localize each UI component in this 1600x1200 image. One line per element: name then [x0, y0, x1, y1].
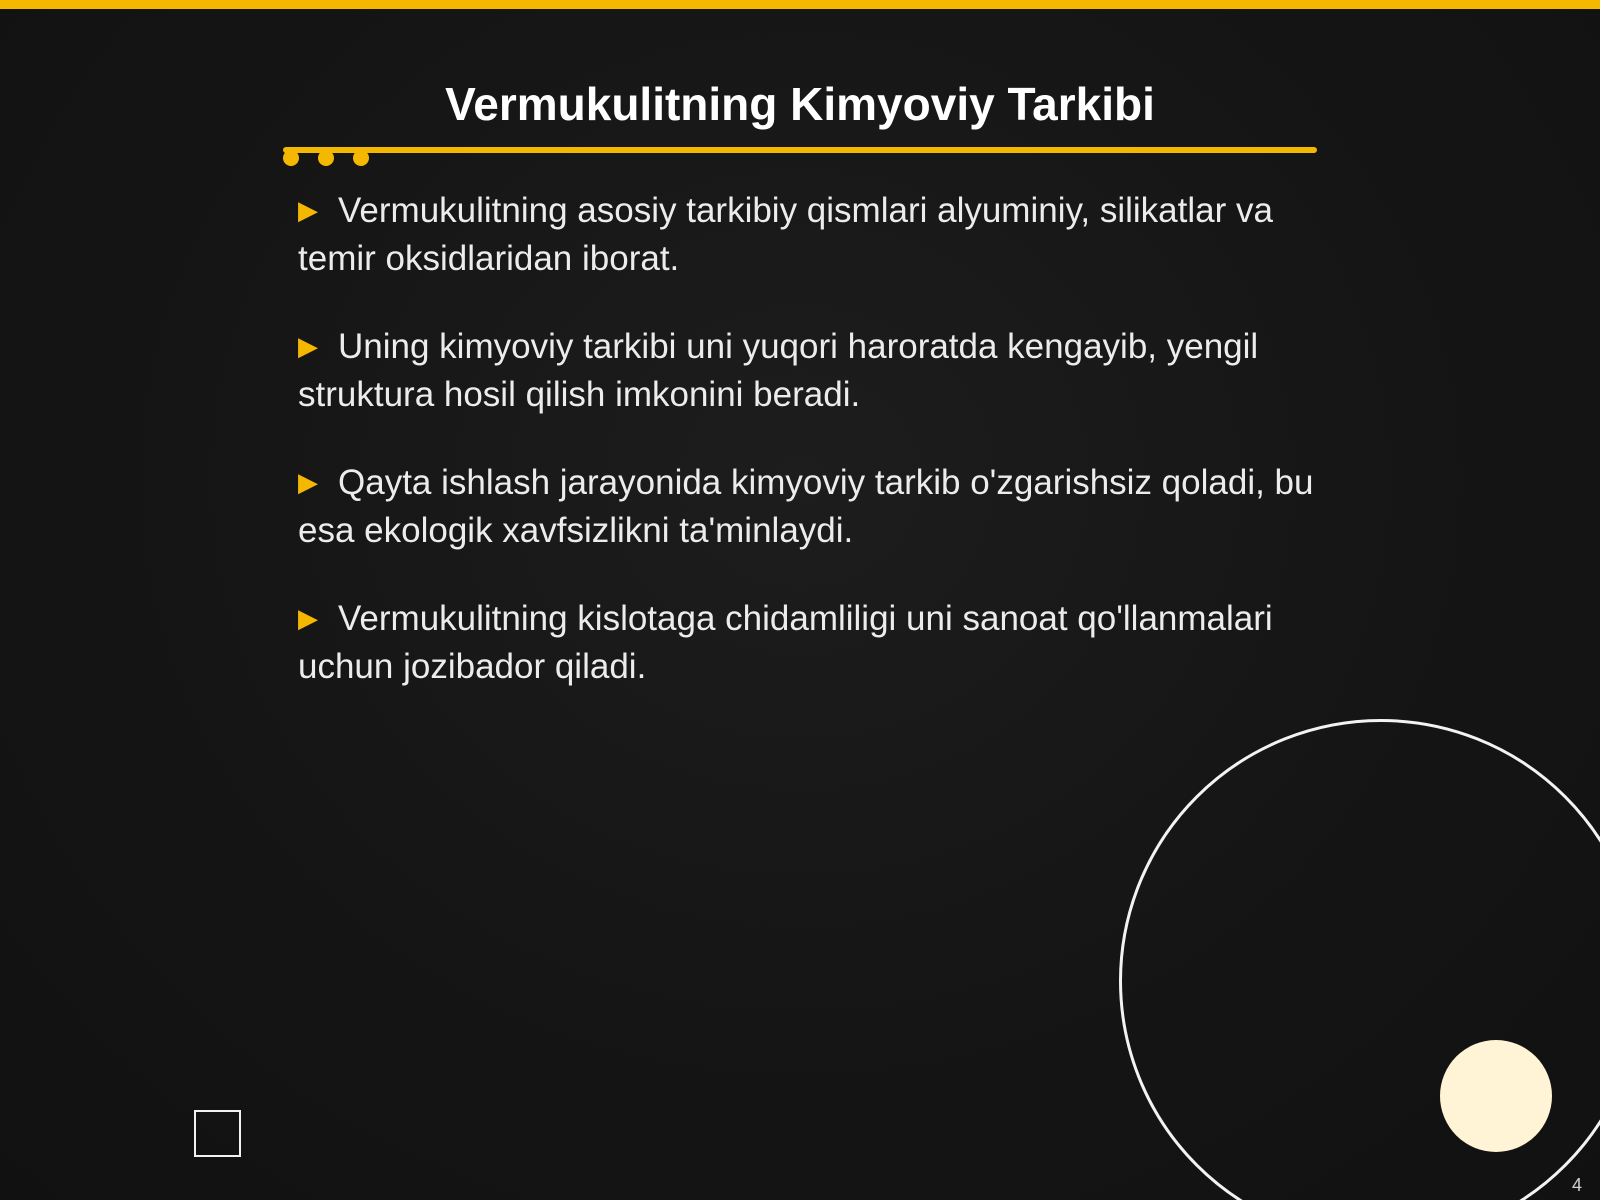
- bullet-item: [298, 186, 1318, 283]
- bullet-item: [298, 458, 1318, 555]
- decorative-small-circle: [1440, 1040, 1552, 1152]
- triangle-bullet-icon: ▶: [298, 603, 318, 633]
- triangle-bullet-icon: ▶: [298, 331, 318, 361]
- bullet-list: [298, 186, 1318, 730]
- bullet-text: Vermukulitning kislotaga chidamliligi uni sanoat qo'llanmalari uchun jozibador qiladi.: [298, 599, 1273, 686]
- bullet-text: Uning kimyoviy tarkibi uni yuqori haroratda kengayib, yengil struktura hosil qilish imkonini beradi.: [298, 327, 1259, 414]
- decorative-square: [194, 1110, 241, 1157]
- bullet-text: Qayta ishlash jarayonida kimyoviy tarkib o'zgarishsiz qoladi, bu esa ekologik xavfsizlikni ta'minlaydi.: [298, 463, 1314, 550]
- bullet-text: Vermukulitning asosiy tarkibiy qismlari alyuminiy, silikatlar va temir oksidlaridan iborat.: [298, 191, 1273, 278]
- triangle-bullet-icon: ▶: [298, 467, 318, 497]
- slide-title: Vermukulitning Kimyoviy Tarkibi: [445, 78, 1155, 130]
- decorative-dot: [318, 150, 334, 166]
- decorative-dot: [283, 150, 299, 166]
- decorative-dot: [353, 150, 369, 166]
- bullet-item: [298, 322, 1318, 419]
- top-accent-bar: [0, 0, 1600, 9]
- bullet-item: [298, 594, 1318, 691]
- title-underline: [283, 147, 1317, 153]
- page-number: 4: [1571, 1175, 1582, 1195]
- triangle-bullet-icon: ▶: [298, 195, 318, 225]
